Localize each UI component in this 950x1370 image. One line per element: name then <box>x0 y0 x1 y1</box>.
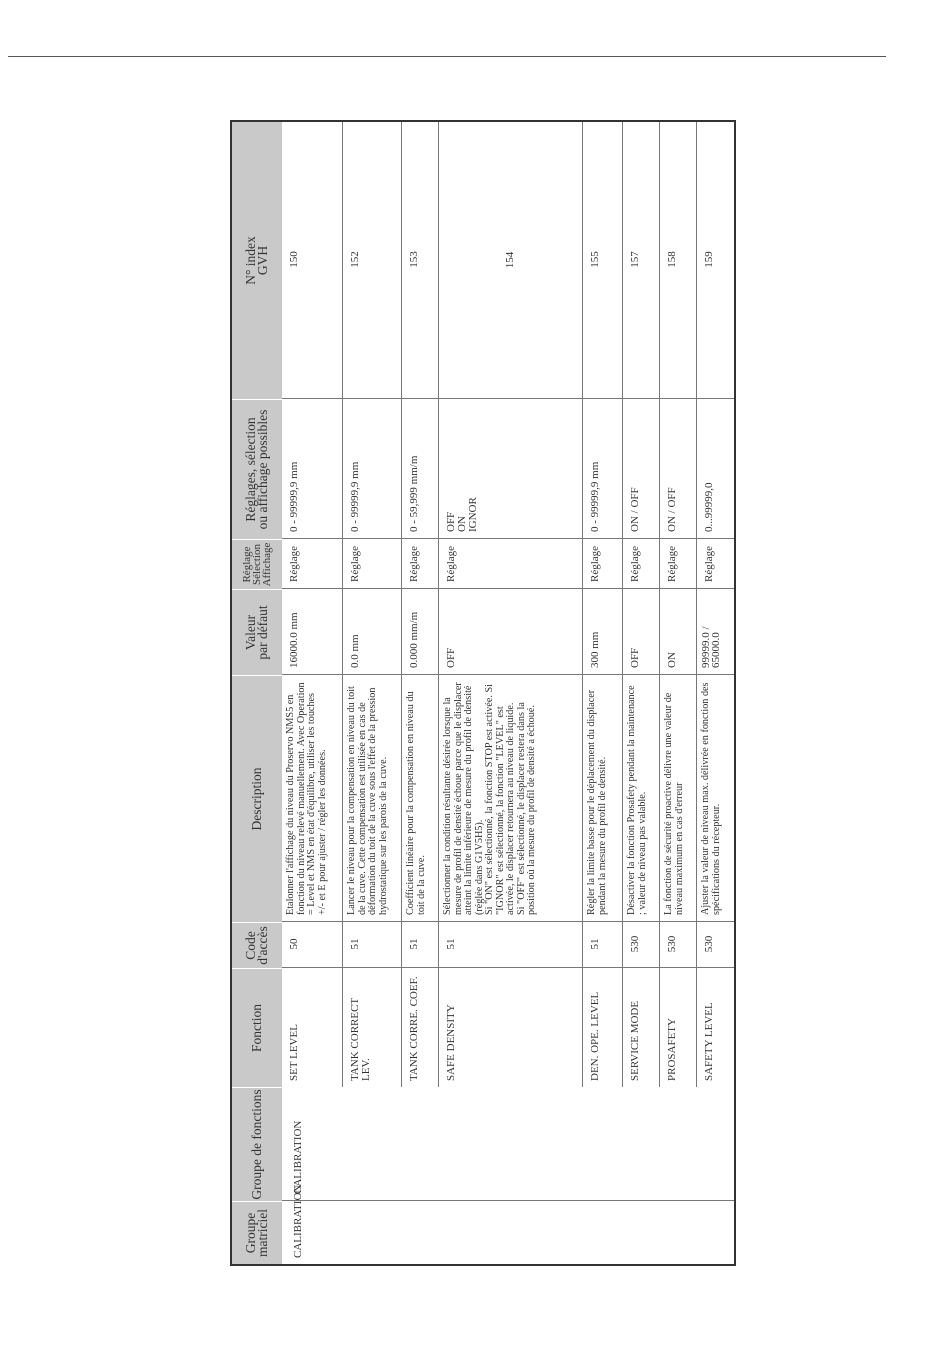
possibles-value: OFF ON IGNOR <box>445 497 479 532</box>
fonction-value: PROSAFETY <box>666 1018 678 1081</box>
gvh-cell <box>697 122 734 399</box>
code-value: 50 <box>288 938 300 950</box>
possibles-cell <box>343 399 401 539</box>
defaut-value: ON <box>666 652 678 668</box>
table-row <box>622 122 659 1087</box>
header-groupe-matriciel-text: Groupe matriciel <box>243 1209 270 1257</box>
header-index-gvh <box>232 122 282 399</box>
fonction-value: TANK CORRE. COEF. <box>408 976 420 1081</box>
gvh-cell <box>282 122 342 399</box>
gvh-value: 158 <box>666 251 678 268</box>
groupe-matriciel-value: CALIBRATION <box>292 1184 304 1258</box>
groupe-fonctions-value: CALIBRATION <box>292 1120 304 1194</box>
fonction-cell <box>282 968 342 1087</box>
defaut-cell <box>282 589 342 675</box>
defaut-cell <box>402 589 438 675</box>
gvh-cell <box>439 122 582 399</box>
table-row <box>401 122 438 1087</box>
type-value: Réglage <box>629 545 641 582</box>
gvh-value: 154 <box>504 251 516 269</box>
defaut-cell <box>583 589 622 675</box>
groupe-matriciel-cell <box>282 1184 734 1264</box>
code-value: 51 <box>445 938 457 950</box>
header-reglage-selection <box>232 539 282 589</box>
possibles-cell <box>583 399 622 539</box>
header-valeur-defaut-text: Valeur par défaut <box>243 605 270 660</box>
description-cell <box>439 675 582 922</box>
description-cell <box>623 675 659 922</box>
gvh-cell <box>343 122 401 399</box>
gvh-value: 155 <box>589 251 601 268</box>
defaut-cell <box>697 589 734 675</box>
gvh-value: 150 <box>288 251 300 268</box>
code-value: 530 <box>666 935 678 953</box>
type-cell <box>402 539 438 589</box>
description-value: La fonction de sécurité proactive délivre une valeur de niveau maximum en cas d'erreur <box>663 692 685 915</box>
header-reglage-selection-text: Réglage Sélection Affichage <box>241 542 273 587</box>
description-cell <box>402 675 438 922</box>
header-groupe-matriciel <box>232 1201 282 1264</box>
type-value: Réglage <box>666 545 678 582</box>
code-cell <box>439 922 582 968</box>
top-rule <box>8 56 886 57</box>
table-row <box>582 122 622 1087</box>
description-value: Etalonner l'affichage du niveau du Proservo NMS5 en fonction du niveau relevé manuellement. Avec Operation = Level et NMS en état d'équilibre, utiliser les touches +/- et E pour ajuster / régler les données. <box>285 682 328 915</box>
type-cell <box>660 539 696 589</box>
table-row <box>659 122 696 1087</box>
gvh-cell <box>583 122 622 399</box>
possibles-cell <box>697 399 734 539</box>
description-cell <box>282 675 342 922</box>
possibles-value: ON / OFF <box>629 487 641 532</box>
code-value: 530 <box>703 935 715 953</box>
header-description <box>232 675 282 922</box>
type-cell <box>343 539 401 589</box>
header-code-acces-text: Code d'accès <box>243 926 270 965</box>
possibles-cell <box>623 399 659 539</box>
gvh-value: 152 <box>349 251 361 268</box>
groupe-fonctions-cell <box>282 1087 734 1201</box>
type-cell <box>439 539 582 589</box>
defaut-cell <box>439 589 582 675</box>
fonction-cell <box>343 968 401 1087</box>
description-cell <box>343 675 401 922</box>
code-value: 51 <box>349 938 361 950</box>
header-index-gvh-text: N° index GVH <box>243 236 270 285</box>
defaut-cell <box>623 589 659 675</box>
possibles-cell <box>282 399 342 539</box>
possibles-cell <box>402 399 438 539</box>
possibles-value: 0...99999,0 <box>703 482 715 532</box>
fonction-cell <box>660 968 696 1087</box>
defaut-value: 300 mm <box>589 631 601 668</box>
fonction-value: DEN. OPE. LEVEL <box>589 991 601 1081</box>
code-cell <box>343 922 401 968</box>
code-cell <box>282 922 342 968</box>
defaut-cell <box>660 589 696 675</box>
type-value: Réglage <box>703 545 715 582</box>
possibles-value: ON / OFF <box>666 487 678 532</box>
possibles-value: 0 - 99999,9 mm <box>349 461 361 532</box>
type-cell <box>583 539 622 589</box>
type-value: Réglage <box>408 545 420 582</box>
code-cell <box>583 922 622 968</box>
header-reglages-possibles <box>232 399 282 539</box>
header-fonction-text: Fonction <box>249 1004 264 1053</box>
header-code-acces <box>232 922 282 968</box>
code-cell <box>402 922 438 968</box>
header-groupe-fonctions-text: Groupe de fonctions <box>249 1089 264 1200</box>
description-value: Ajuster la valeur de niveau max. délivrée en fonction des spécifications du récepteur. <box>700 682 722 915</box>
table-row <box>342 122 401 1087</box>
fonction-cell <box>697 968 734 1087</box>
type-value: Réglage <box>349 545 361 582</box>
description-value: Désactiver la fonction Prosafety pendant la maintenance ; valeur de niveau pas valable. <box>626 685 648 915</box>
code-value: 51 <box>589 938 601 950</box>
gvh-value: 153 <box>408 251 420 268</box>
gvh-cell <box>660 122 696 399</box>
possibles-cell <box>439 399 582 539</box>
table-row <box>696 122 734 1087</box>
possibles-value: 0 - 99999,9 mm <box>589 461 601 532</box>
fonction-value: SET LEVEL <box>288 1024 300 1081</box>
type-cell <box>282 539 342 589</box>
header-groupe-fonctions <box>232 1087 282 1201</box>
table-row <box>438 122 582 1087</box>
defaut-value: OFF <box>445 647 457 668</box>
header-valeur-defaut <box>232 589 282 675</box>
fonction-cell <box>583 968 622 1087</box>
defaut-value: OFF <box>629 647 641 668</box>
possibles-cell <box>660 399 696 539</box>
header-reglages-possibles-text: Réglages, sélection ou affichage possibles <box>243 409 270 530</box>
fonction-value: TANK CORRECT LEV. <box>349 998 372 1081</box>
type-value: Réglage <box>445 545 457 582</box>
description-cell <box>583 675 622 922</box>
description-value: Régler la limite basse pour le déplacement du displacer pendant la mesure du profil de densité. <box>586 689 608 915</box>
description-cell <box>697 675 734 922</box>
defaut-cell <box>343 589 401 675</box>
type-value: Réglage <box>589 545 601 582</box>
gvh-value: 157 <box>629 251 641 268</box>
type-value: Réglage <box>288 545 300 582</box>
code-cell <box>623 922 659 968</box>
header-fonction <box>232 968 282 1087</box>
gvh-cell <box>402 122 438 399</box>
fonction-value: SAFE DENSITY <box>445 1004 457 1081</box>
header-description-text: Description <box>249 767 264 831</box>
defaut-value: 16000.0 mm <box>288 612 300 668</box>
code-cell <box>660 922 696 968</box>
defaut-value: 0.000 mm/m <box>408 611 420 668</box>
type-cell <box>697 539 734 589</box>
defaut-value: 0.0 mm <box>349 634 361 668</box>
table-row <box>282 122 342 1087</box>
possibles-value: 0 - 99999,9 mm <box>288 461 300 532</box>
gvh-value: 159 <box>703 251 715 268</box>
possibles-value: 0 - 59,999 mm/m <box>408 455 420 532</box>
calibration-table <box>230 120 736 1266</box>
code-value: 51 <box>408 938 420 950</box>
description-cell <box>660 675 696 922</box>
gvh-cell <box>623 122 659 399</box>
fonction-cell <box>623 968 659 1087</box>
code-value: 530 <box>629 935 641 953</box>
fonction-cell <box>402 968 438 1087</box>
defaut-value: 99999.0 / 65000.0 <box>700 626 722 668</box>
code-cell <box>697 922 734 968</box>
fonction-value: SAFETY LEVEL <box>703 1002 715 1081</box>
type-cell <box>623 539 659 589</box>
description-value: Coefficient linéaire pour la compensation en niveau du toit de la cuve. <box>405 691 427 915</box>
description-value: Sélectionner la condition résultante désirée lorsque la mesure de profil de densité échoue parce que le displacer atteint la limite inférieure de mesure du profil de densité (réglée dans G1V5H5). Si "ON" est sélectionné, la fonction STOP est activée. Si "IGNOR" est sélectionné, la fonction "LEVEL" est activée, le displacer retournera au niveau de liquide. Si "OFF" est sélectionné, le displacer restera dans la position où la mesure du profil de densité a échoué. <box>442 682 537 915</box>
description-value: Lancer le niveau pour la compensation en niveau du toit de la cuve. Cette compensation est utilisée en cas de déformation du toit de la cuve sous l'effet de la pression hydrostatique sur les parois de la cuve. <box>346 686 389 915</box>
fonction-value: SERVICE MODE <box>629 1000 641 1081</box>
fonction-cell <box>439 968 582 1087</box>
